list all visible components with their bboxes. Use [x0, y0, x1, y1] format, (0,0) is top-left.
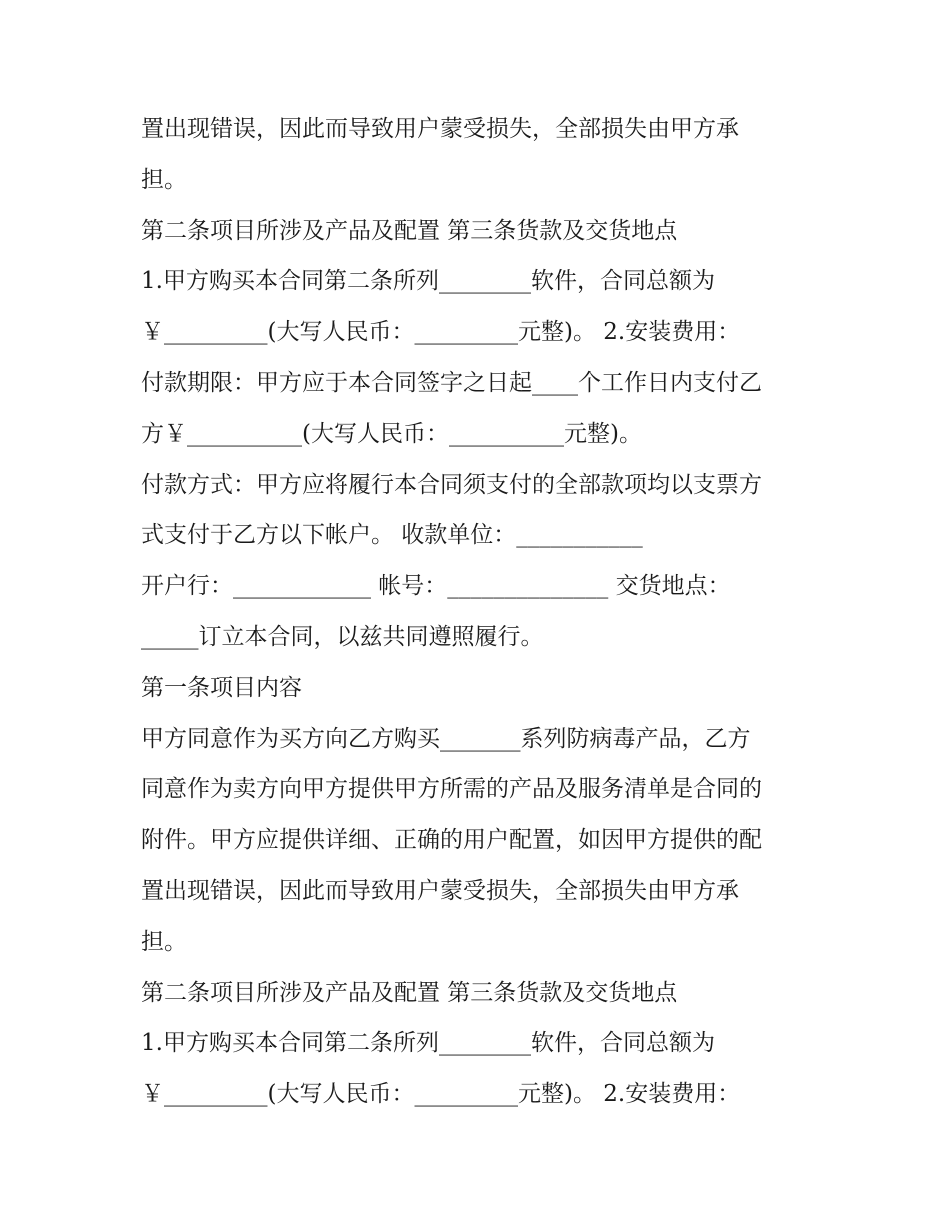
text-line: 置出现错误，因此而导致用户蒙受损失，全部损失由甲方承	[141, 116, 739, 142]
text-line: 付款方式：甲方应将履行本合同须支付的全部款项均以支票方	[141, 471, 762, 498]
text-line: 同意作为卖方向甲方提供甲方所需的产品及服务清单是合同的	[141, 776, 762, 803]
text-line: 甲方同意作为买方向乙方购买_______系列防病毒产品，乙方	[141, 725, 751, 752]
text-line: ￥_________(大写人民币：_________元整)。 2.安装费用：	[141, 319, 741, 346]
text-line: ￥_________(大写人民币：_________元整)。 2.安装费用：	[141, 1081, 741, 1108]
text-line: 付款期限：甲方应于本合同签字之日起____个工作日内支付乙	[141, 369, 762, 396]
text-line: 式支付于乙方以下帐户。 收款单位：___________	[141, 522, 643, 549]
text-line: 方￥__________(大写人民币：__________元整)。	[141, 420, 642, 447]
document-page	[141, 104, 831, 1120]
text-line: 1.甲方购买本合同第二条所列________软件，合同总额为	[141, 1030, 715, 1057]
text-line: _____订立本合同，以兹共同遵照履行。	[141, 623, 544, 650]
text-line: 担。	[141, 928, 187, 955]
text-line: 附件。甲方应提供详细、正确的用户配置，如因甲方提供的配	[141, 827, 762, 854]
section-heading: 第二条项目所涉及产品及配置 第三条货款及交货地点	[141, 217, 678, 244]
text-line: 开户行：____________ 帐号：______________ 交货地点：	[141, 573, 731, 600]
section-heading: 第一条项目内容	[141, 674, 302, 701]
text-line: 置出现错误，因此而导致用户蒙受损失，全部损失由甲方承	[141, 877, 739, 904]
text-line: 担。	[141, 166, 187, 193]
section-heading: 第二条项目所涉及产品及配置 第三条货款及交货地点	[141, 979, 678, 1006]
text-line: 1.甲方购买本合同第二条所列________软件，合同总额为	[141, 268, 715, 295]
